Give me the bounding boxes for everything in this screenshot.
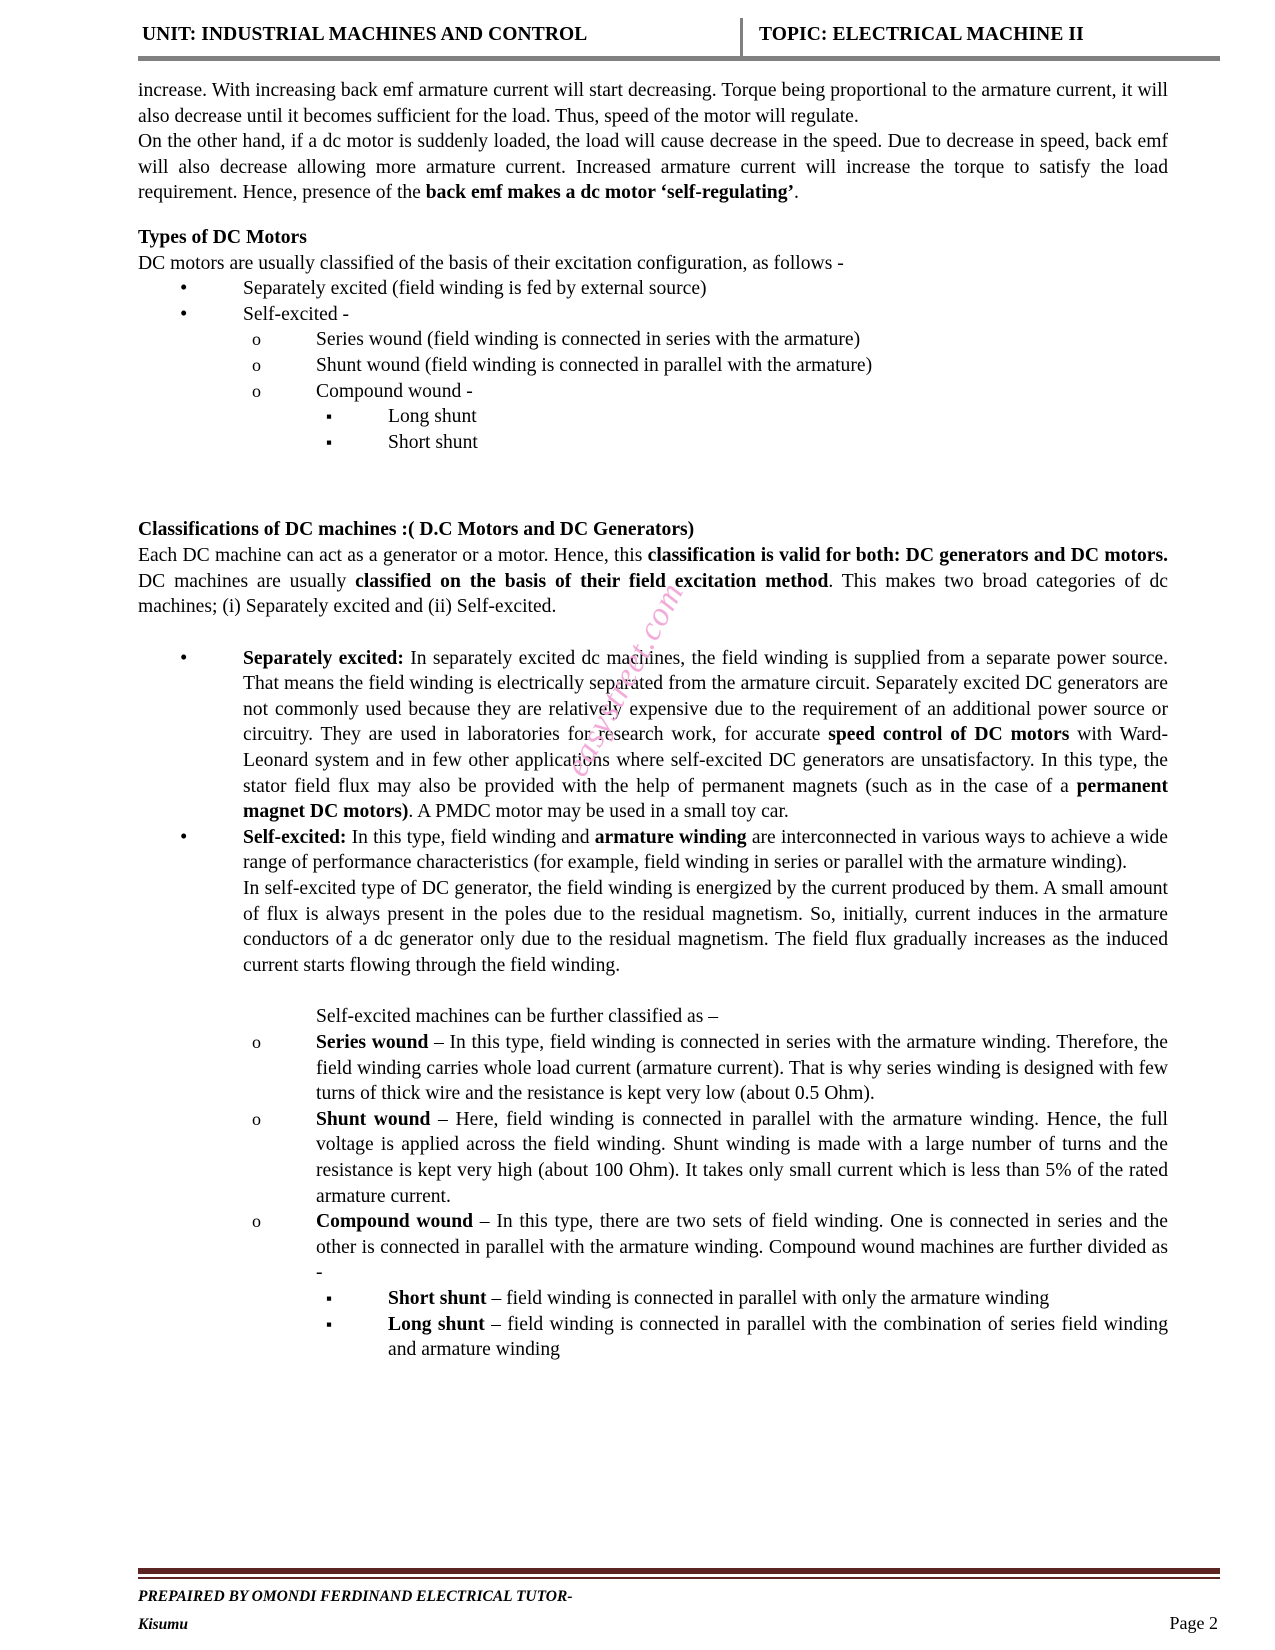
compound-wound-types-list xyxy=(138,1286,1168,1363)
self-excited-types-list xyxy=(138,1030,1168,1286)
list-item: o Series wound (field winding is connected in series with the armature) xyxy=(138,327,1168,353)
list-item-shunt-wound xyxy=(138,1107,1168,1209)
types-sub-sub-bullet-list xyxy=(138,404,1168,455)
list-item-self-excited xyxy=(138,825,1168,876)
label-self-excited: Self-excited: xyxy=(243,826,347,848)
list-item: • Self-excited - xyxy=(138,302,1168,328)
self-text-2: are interconnected in various ways to achieve a wide range of performance characteristics (for example, field winding in series or parallel with the armature winding). xyxy=(243,826,1168,874)
header-rule xyxy=(138,56,1220,61)
class-text-1: Each DC machine can act as a generator or a motor. Hence, this xyxy=(138,544,648,566)
short-shunt-text: – field winding is connected in parallel with only the armature winding xyxy=(486,1287,1050,1309)
paragraph-other-hand xyxy=(138,129,1168,206)
class-text-2: DC machines are usually xyxy=(138,570,356,592)
list-item: o Compound wound - xyxy=(138,379,1168,405)
class-text-3: . This makes two broad categories of dc machines; (i) Separately excited and (ii) Self-excited. xyxy=(138,570,1168,618)
list-item-series-wound xyxy=(138,1030,1168,1107)
document-body xyxy=(138,78,1168,1363)
watermark-text: easystreet.com xyxy=(558,576,692,783)
long-shunt-text: – field winding is connected in parallel with the combination of series field winding and armature winding xyxy=(388,1313,1168,1361)
class-bold-1: classification is valid for both: DC generators and DC motors. xyxy=(647,544,1168,566)
list-item: o Shunt wound (field winding is connected in parallel with the armature) xyxy=(138,353,1168,379)
self-text-1: In this type, field winding and xyxy=(346,826,595,848)
label-compound-wound: Compound wound xyxy=(316,1211,474,1233)
paragraph-further-classified: Self-excited machines can be further classified as – xyxy=(316,1006,719,1028)
label-series-wound: Series wound xyxy=(316,1032,429,1053)
classification-bullet-list xyxy=(138,646,1168,876)
paragraph-classifications xyxy=(138,543,1168,620)
label-shunt-wound: Shunt wound xyxy=(316,1108,431,1130)
heading-types-of-dc-motors: Types of DC Motors xyxy=(138,226,307,248)
sep-text-3: . A PMDC motor may be used in a small toy car. xyxy=(408,801,789,823)
label-short-shunt: Short shunt xyxy=(388,1287,487,1309)
sep-bold-2: permanent magnet DC motors) xyxy=(243,775,1168,823)
page-footer xyxy=(138,1586,1220,1635)
class-bold-2: classified on the basis of their field excitation method xyxy=(355,570,829,592)
page-header xyxy=(138,18,1220,56)
list-item: • Separately excited (field winding is fed by external source) xyxy=(138,276,1168,302)
paragraph-types-intro: DC motors are usually classified of the basis of their excitation configuration, as follows - xyxy=(138,252,844,274)
header-topic: TOPIC: ELECTRICAL MACHINE II xyxy=(759,24,1084,45)
compound-text: – In this type, there are two sets of field winding. One is connected in series and the other is connected in parallel with the armature winding. Compound wound machines are further divided as - xyxy=(316,1211,1168,1284)
label-long-shunt: Long shunt xyxy=(388,1313,485,1335)
para-text-a: On the other hand, if a dc motor is suddenly loaded, the load will cause decrease in the speed. Due to decrease in speed, back emf will also decrease allowing more armature current. Increased armature current will increase the torque to satisfy the load requirement. Hence, presence of the xyxy=(138,131,1168,204)
footer-page-number: Page 2 xyxy=(1169,1613,1218,1633)
footer-rule-thick xyxy=(138,1568,1220,1574)
para-text-c: . xyxy=(794,182,799,204)
list-item: ▪ Long shunt xyxy=(138,404,1168,430)
list-item: ▪ Short shunt xyxy=(138,430,1168,456)
header-unit: UNIT: INDUSTRIAL MACHINES AND CONTROL xyxy=(142,24,588,45)
types-bullet-list xyxy=(138,276,1168,327)
footer-prepared-by: PREPAIRED BY OMONDI FERDINAND ELECTRICAL TUTOR- xyxy=(138,1588,573,1605)
paragraph-self-excited-detail: In self-excited type of DC generator, the field winding is energized by the current produced by them. A small amount of flux is always present in the poles due to the residual magnetism. So, initially, current induces in the armature conductors of a dc generator only due to the residual magnetism. The field flux gradually increases as the induced current starts flowing through the field winding. xyxy=(243,878,1168,976)
label-separately-excited: Separately excited: xyxy=(243,647,404,669)
list-item-compound-wound xyxy=(138,1209,1168,1286)
list-item-short-shunt xyxy=(138,1286,1168,1312)
shunt-text: – Here, field winding is connected in parallel with the armature winding. Hence, the full voltage is applied across the field winding. Shunt winding is made with a large number of turns and the resistance is kept very high (about 100 Ohm). It takes only small current which is less than 5% of the rated armature current. xyxy=(316,1108,1168,1207)
footer-rule-thin xyxy=(138,1577,1220,1579)
list-item-long-shunt xyxy=(138,1312,1168,1363)
self-bold-1: armature winding xyxy=(594,826,747,848)
heading-classifications: Classifications of DC machines :( D.C Motors and DC Generators) xyxy=(138,519,695,541)
para-bold-self-regulating: back emf makes a dc motor ‘self-regulating’ xyxy=(425,182,795,204)
footer-location: Kisumu xyxy=(138,1616,188,1633)
series-text: – In this type, field winding is connected in series with the armature winding. Therefore, the field winding carries whole load current (armature current). That is why series winding is designed with few turns of thick wire and the resistance is kept very low (about 0.5 Ohm). xyxy=(316,1032,1168,1105)
sep-text-2: with Ward-Leonard system and in few other applications where self-excited DC generators are unsatisfactory. In this type, the stator field flux may also be provided with the help of permanent magnets (such as in the case of a xyxy=(243,724,1168,797)
sep-bold-1: speed control of DC motors xyxy=(828,724,1070,746)
types-sub-bullet-list xyxy=(138,327,1168,404)
paragraph-increase: increase. With increasing back emf armature current will start decreasing. Torque being proportional to the armature current, it will also decrease until it becomes sufficient for the load. Thus, speed of the motor will regulate. xyxy=(138,80,1168,127)
sep-text-1: In separately excited dc machines, the field winding is supplied from a separate power source. That means the field winding is electrically separated from the armature circuit. Separately excited DC generators are not commonly used because they are relatively expensive due to the requirement of an additional power source or circuitry. They are used in laboratories for research work, for accurate xyxy=(243,647,1169,746)
list-item-separately-excited xyxy=(138,646,1168,825)
